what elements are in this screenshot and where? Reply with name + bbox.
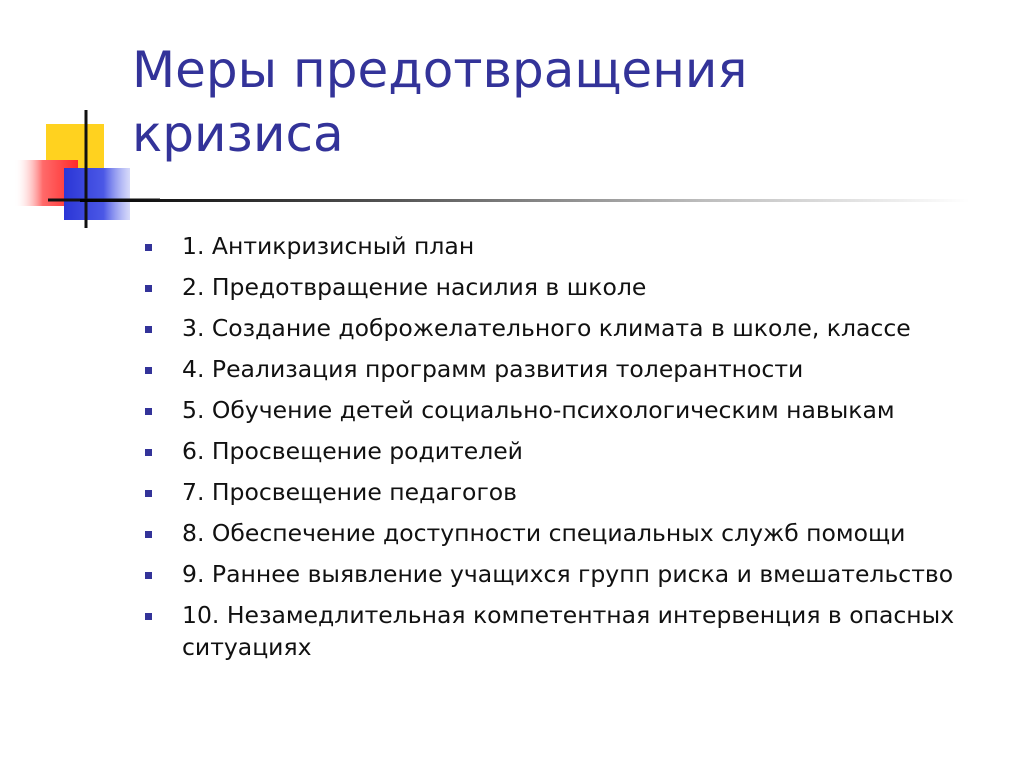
- list-item-text: 5. Обучение детей социально-психологическим навыкам: [182, 396, 895, 424]
- list-item-text: 7. Просвещение педагогов: [182, 478, 518, 506]
- square-bullet-icon: [145, 490, 152, 497]
- list-item-text: 3. Создание доброжелательного климата в школе, классе: [182, 314, 911, 342]
- list-item-text: 8. Обеспечение доступности специальных служб помощи: [182, 519, 906, 547]
- list-item: [144, 558, 1004, 590]
- list-item-text: 9. Раннее выявление учащихся групп риска и вмешательство: [182, 560, 954, 588]
- list-item: [144, 230, 1004, 262]
- slide-title-line-2: кризиса: [132, 105, 344, 163]
- list-item-text: 10. Незамедлительная компетентная интервенция в опасных ситуациях: [182, 601, 955, 662]
- slide-title-line-1: Меры предотвращения: [132, 41, 748, 99]
- list-item: [144, 353, 1004, 385]
- square-bullet-icon: [145, 367, 152, 374]
- list-item: [144, 312, 1004, 344]
- bullet-list: [144, 230, 1004, 672]
- list-item: [144, 517, 1004, 549]
- list-item-text: 6. Просвещение родителей: [182, 437, 523, 465]
- square-bullet-icon: [145, 449, 152, 456]
- list-item: [144, 599, 1004, 664]
- square-bullet-icon: [145, 326, 152, 333]
- blue-square: [64, 168, 130, 220]
- square-bullet-icon: [145, 613, 152, 620]
- square-bullet-icon: [145, 572, 152, 579]
- list-item-text: 4. Реализация программ развития толерантности: [182, 355, 804, 383]
- list-item: [144, 394, 1004, 426]
- slide-title: [132, 38, 992, 166]
- list-item-text: 1. Антикризисный план: [182, 232, 475, 260]
- list-item: [144, 476, 1004, 508]
- list-item: [144, 271, 1004, 303]
- square-bullet-icon: [145, 408, 152, 415]
- square-bullet-icon: [145, 531, 152, 538]
- list-item: [144, 435, 1004, 467]
- square-bullet-icon: [145, 285, 152, 292]
- list-item-text: 2. Предотвращение насилия в школе: [182, 273, 647, 301]
- square-bullet-icon: [145, 244, 152, 251]
- title-divider: [80, 199, 970, 202]
